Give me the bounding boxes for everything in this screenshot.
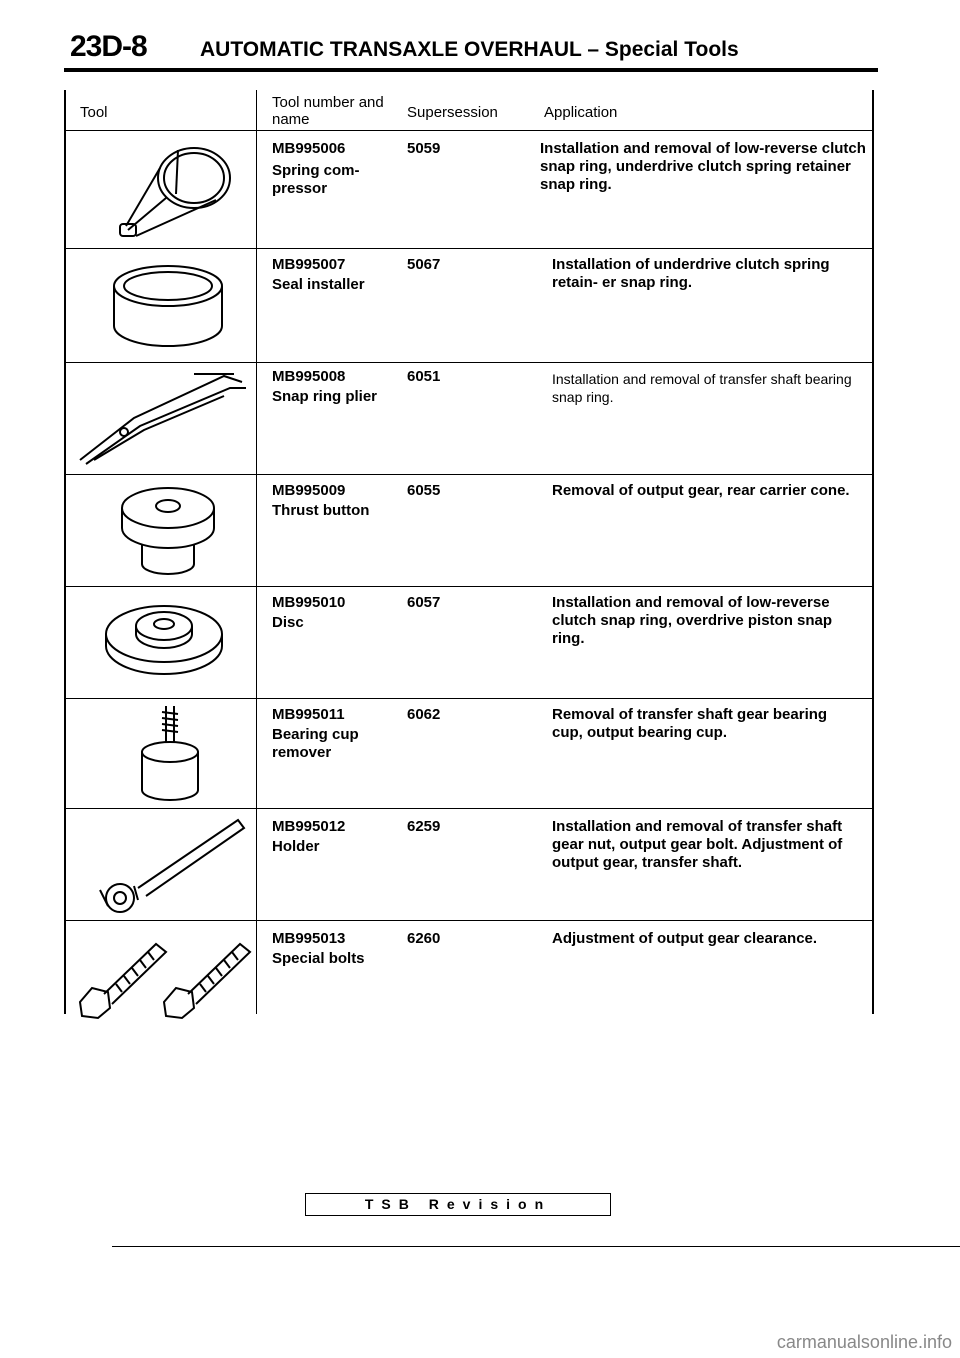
disc-icon <box>100 594 230 694</box>
seal-installer-icon <box>102 258 232 358</box>
tool-number: MB995008 <box>272 368 346 385</box>
tool-number: MB995010 <box>272 594 346 611</box>
page-title: AUTOMATIC TRANSAXLE OVERHAUL – Special Tools <box>200 38 739 61</box>
tool-application: Installation and removal of low-reverse clutch snap ring, underdrive clutch spring retainer snap ring. <box>540 140 866 193</box>
tool-supersession: 5067 <box>407 256 441 273</box>
tool-application: Removal of output gear, rear carrier cone. <box>552 482 850 499</box>
column-divider <box>256 90 257 1014</box>
tool-name: Bearing cup remover <box>272 726 359 761</box>
tools-table <box>64 90 874 1014</box>
column-header-tool: Tool <box>80 104 108 121</box>
thrust-button-icon <box>114 482 224 582</box>
tool-supersession: 6259 <box>407 818 441 835</box>
tool-name: Holder <box>272 838 320 855</box>
tool-supersession: 6260 <box>407 930 441 947</box>
tool-application: Removal of transfer shaft gear bearing cup, output bearing cup. <box>552 706 828 741</box>
tool-number: MB995006 <box>272 140 346 157</box>
watermark: carmanualsonline.info <box>776 1332 952 1352</box>
tool-application: Installation and removal of transfer shaft gear nut, output gear bolt. Adjustment of output gear, transfer shaft. <box>552 818 843 871</box>
column-header-number-name: Tool number and name <box>272 94 384 128</box>
tool-application: Adjustment of output gear clearance. <box>552 930 818 947</box>
header-rule-bottom <box>66 130 872 131</box>
column-header-application: Application <box>544 104 618 121</box>
tool-name: Thrust button <box>272 502 370 519</box>
row-divider <box>66 920 872 921</box>
tool-number: MB995009 <box>272 482 346 499</box>
tool-name: Special bolts <box>272 950 365 967</box>
row-divider <box>66 808 872 809</box>
special-bolts-icon <box>74 930 254 1020</box>
tool-name: Spring com- pressor <box>272 162 360 197</box>
holder-icon <box>80 810 250 920</box>
column-header-supersession: Supersession <box>407 104 498 121</box>
tool-supersession: 6051 <box>407 368 441 385</box>
snap-ring-plier-icon <box>74 368 254 468</box>
footer-rule <box>112 1246 960 1247</box>
tool-supersession: 6057 <box>407 594 441 611</box>
tool-name: Disc <box>272 614 304 631</box>
tool-number: MB995011 <box>272 706 345 723</box>
spring-compressor-icon <box>106 138 256 248</box>
tool-application: Installation of underdrive clutch spring retain- er snap ring. <box>552 256 830 291</box>
row-divider <box>66 698 872 699</box>
tsb-revision-box: TSB Revision <box>305 1193 611 1216</box>
row-divider <box>66 362 872 363</box>
tool-supersession: 6055 <box>407 482 441 499</box>
tool-number: MB995012 <box>272 818 346 835</box>
tool-name: Snap ring plier <box>272 388 378 405</box>
bearing-cup-remover-icon <box>132 702 212 812</box>
page-number: 23D-8 <box>70 30 147 63</box>
tool-number: MB995013 <box>272 930 346 947</box>
row-divider <box>66 248 872 249</box>
header-rule <box>64 68 878 72</box>
tool-supersession: 6062 <box>407 706 441 723</box>
tool-application: Installation and removal of transfer shaft bearing snap ring. <box>552 371 852 405</box>
tool-application: Installation and removal of low-reverse clutch snap ring, overdrive piston snap ring. <box>552 594 833 647</box>
tool-name: Seal installer <box>272 276 365 293</box>
tool-number: MB995007 <box>272 256 346 273</box>
tool-supersession: 5059 <box>407 140 441 157</box>
row-divider <box>66 586 872 587</box>
row-divider <box>66 474 872 475</box>
